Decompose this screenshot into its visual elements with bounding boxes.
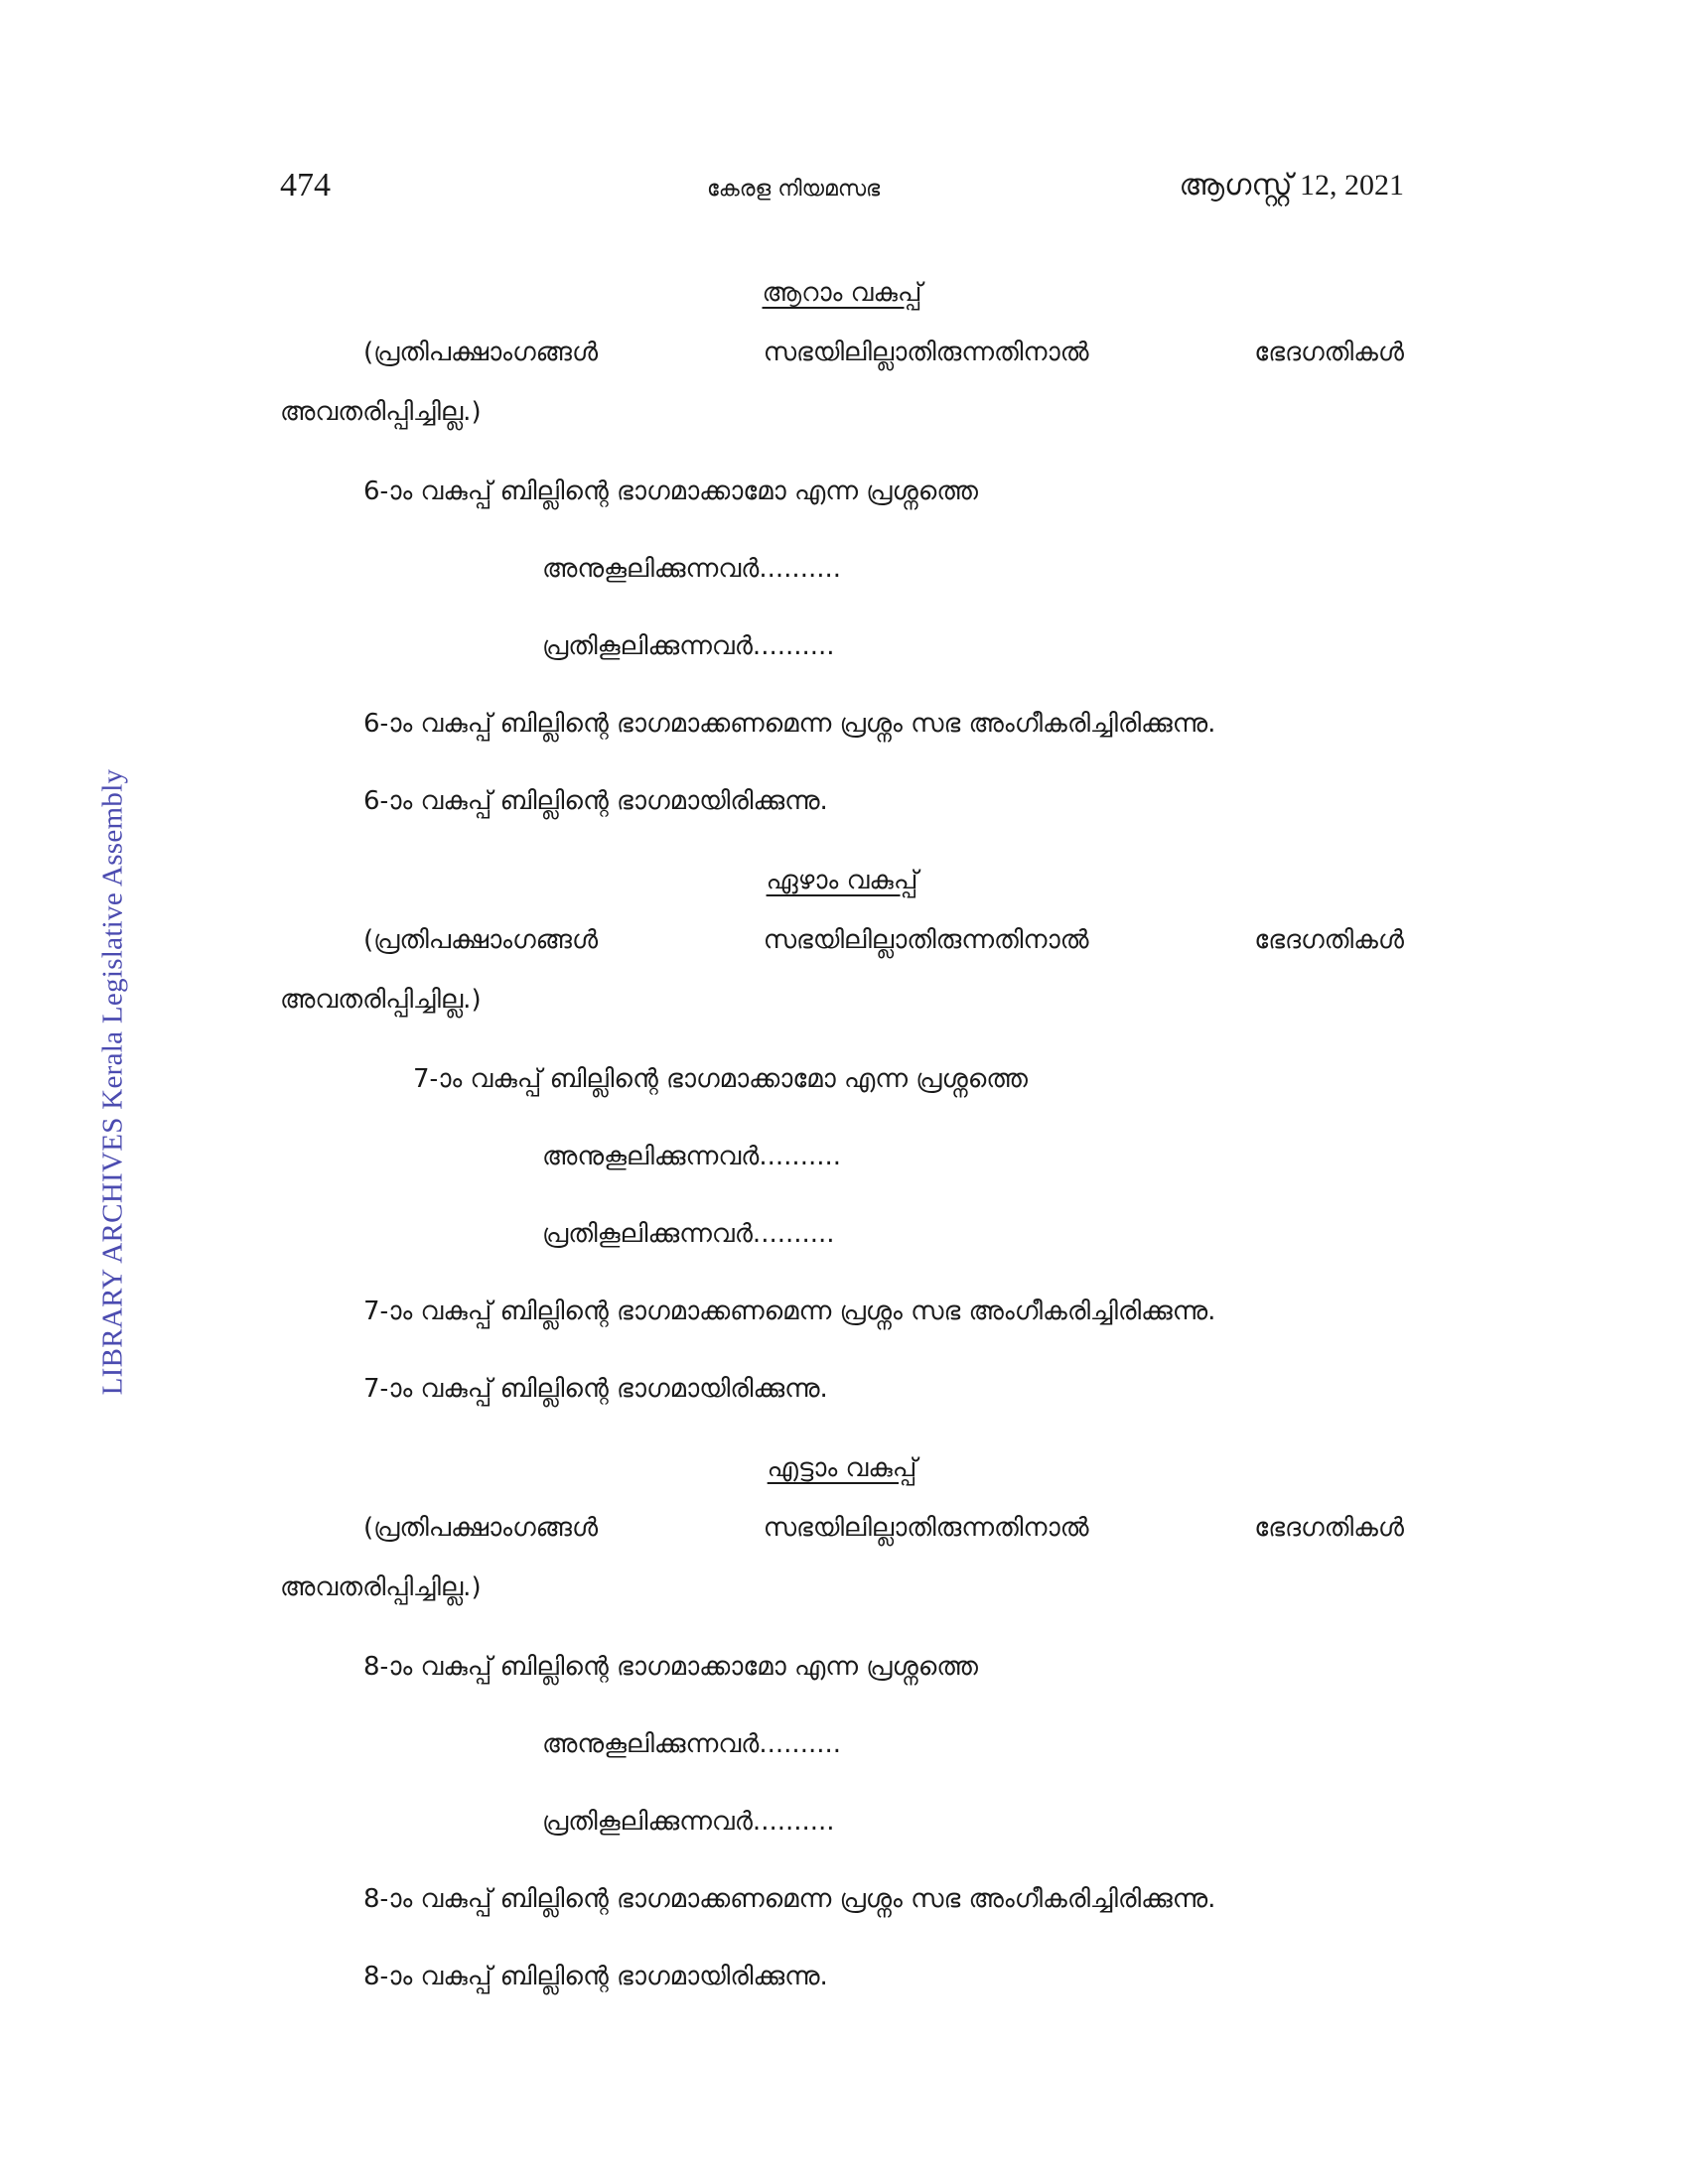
section-heading: ആറാം വകുപ്പ് (762, 278, 922, 308)
question-line: 8-ാം വകുപ്പ് ബില്ലിന്റെ ഭാഗമാക്കാമോ എന്ന പ്രശ്നത്തെ (363, 1652, 979, 1682)
motion-adopted: 6-ാം വകുപ്പ് ബില്ലിന്റെ ഭാഗമാക്കണമെന്ന പ്രശ്നം സഭ അംഗീകരിച്ചിരിക്കുന്നു. (363, 709, 1216, 739)
running-title: കേരള നിയമസഭ (707, 177, 881, 202)
page-number: 474 (280, 167, 331, 204)
section-note (363, 925, 1404, 956)
running-date: ആഗസ്റ്റ് 12, 2021 (1179, 169, 1404, 202)
note-word: സഭയിലില്ലാതിരുന്നതിനാൽ (763, 925, 1089, 955)
section-note (363, 338, 1404, 368)
motion-adopted: 8-ാം വകുപ്പ് ബില്ലിന്റെ ഭാഗമാക്കണമെന്ന പ്രശ്നം സഭ അംഗീകരിച്ചിരിക്കുന്നു. (363, 1884, 1216, 1914)
section-heading: ഏഴാം വകുപ്പ് (766, 866, 918, 895)
clause-part-of-bill: 6-ാം വകുപ്പ് ബില്ലിന്റെ ഭാഗമായിരിക്കുന്നു. (363, 786, 828, 816)
section-note-continued: അവതരിപ്പിച്ചില്ല.) (280, 985, 482, 1015)
section-note-continued: അവതരിപ്പിച്ചില്ല.) (280, 1572, 482, 1602)
section-note (363, 1513, 1404, 1544)
section-note-continued: അവതരിപ്പിച്ചില്ല.) (280, 397, 482, 427)
vote-favour: അനുകൂലിക്കുന്നവർ.......... (542, 1729, 842, 1759)
page-header (280, 167, 1404, 214)
section-heading: എട്ടാം വകുപ്പ് (767, 1453, 917, 1483)
clause-part-of-bill: 8-ാം വകുപ്പ് ബില്ലിന്റെ ഭാഗമായിരിക്കുന്നു. (363, 1962, 828, 1991)
vote-favour: അനുകൂലിക്കുന്നവർ.......... (542, 1142, 842, 1171)
question-line: 6-ാം വകുപ്പ് ബില്ലിന്റെ ഭാഗമാക്കാമോ എന്ന പ്രശ്നത്തെ (363, 477, 979, 506)
vote-against: പ്രതികൂലിക്കുന്നവർ.......... (542, 1807, 835, 1837)
note-word: (പ്രതിപക്ഷാംഗങ്ങൾ (363, 338, 599, 367)
vote-favour: അനുകൂലിക്കുന്നവർ.......... (542, 554, 842, 584)
archive-watermark: LIBRARY ARCHIVES Kerala Legislative Assembly (96, 768, 129, 1396)
clause-part-of-bill: 7-ാം വകുപ്പ് ബില്ലിന്റെ ഭാഗമായിരിക്കുന്നു. (363, 1374, 828, 1404)
note-word: ഭേദഗതികൾ (1254, 925, 1404, 955)
note-word: ഭേദഗതികൾ (1254, 1513, 1404, 1543)
note-word: (പ്രതിപക്ഷാംഗങ്ങൾ (363, 925, 599, 955)
vote-against: പ്രതികൂലിക്കുന്നവർ.......... (542, 631, 835, 661)
motion-adopted: 7-ാം വകുപ്പ് ബില്ലിന്റെ ഭാഗമാക്കണമെന്ന പ്രശ്നം സഭ അംഗീകരിച്ചിരിക്കുന്നു. (363, 1297, 1216, 1326)
note-word: സഭയിലില്ലാതിരുന്നതിനാൽ (763, 1513, 1089, 1543)
vote-against: പ്രതികൂലിക്കുന്നവർ.......... (542, 1219, 835, 1249)
note-word: ഭേദഗതികൾ (1254, 338, 1404, 367)
question-line: 7-ാം വകുപ്പ് ബില്ലിന്റെ ഭാഗമാക്കാമോ എന്ന പ്രശ്നത്തെ (413, 1064, 1029, 1094)
note-word: (പ്രതിപക്ഷാംഗങ്ങൾ (363, 1513, 599, 1543)
note-word: സഭയിലില്ലാതിരുന്നതിനാൽ (763, 338, 1089, 367)
